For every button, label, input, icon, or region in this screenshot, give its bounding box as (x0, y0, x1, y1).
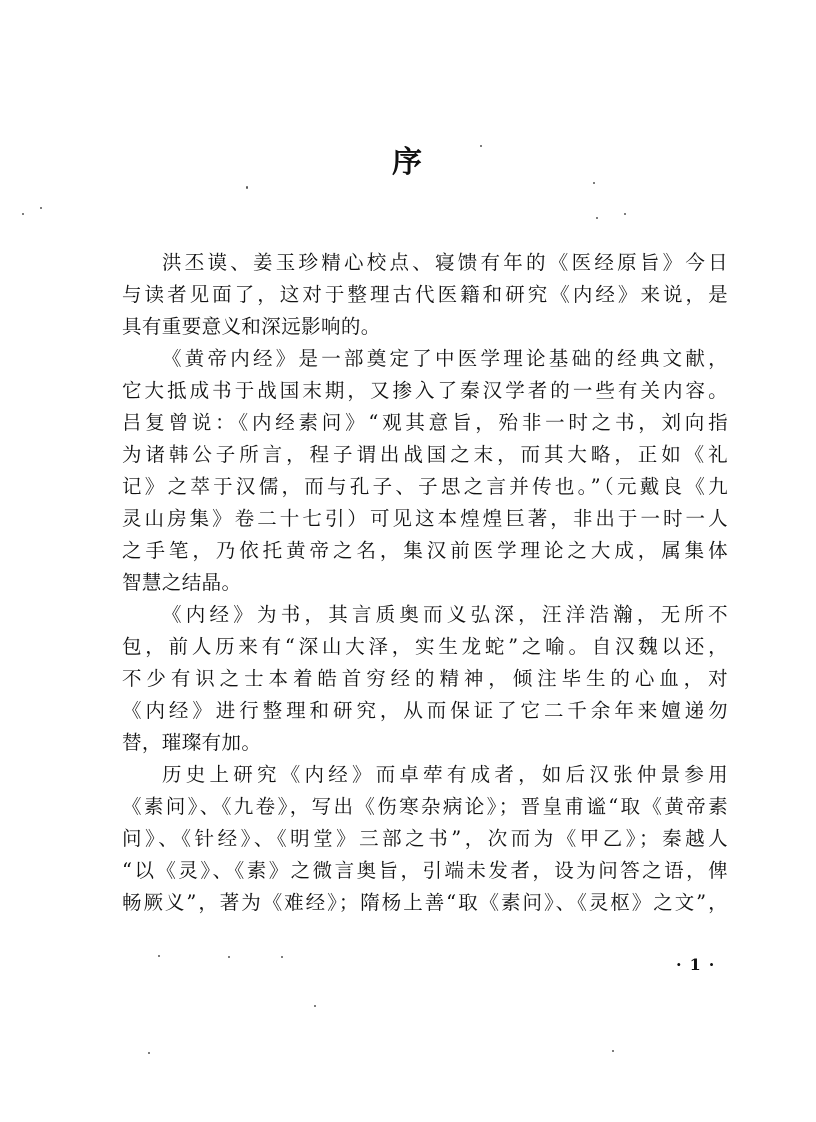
text-line: 记》之萃于汉儒，而与孔子、子思之言并传也。”（元戴良《九 (122, 475, 728, 498)
text-line: 为诸韩公子所言，程子谓出战国之末，而其大略，正如《礼 (122, 443, 728, 466)
preface-body (122, 247, 728, 919)
text-line: 《内经》为书，其言质奥而义弘深，汪洋浩瀚，无所不 (162, 603, 728, 626)
text-line: 历史上研究《内经》而卓荦有成者，如后汉张仲景参用 (162, 763, 728, 786)
scan-speck (314, 1005, 316, 1007)
text-line: 问》、《针经》、《明堂》三部之书”，次而为《甲乙》；秦越人 (122, 827, 728, 850)
text-line: 吕复曾说：《内经素问》“观其意旨，殆非一时之书，刘向指 (122, 411, 728, 434)
text-line: “以《灵》、《素》之微言奥旨，引端未发者，设为问答之语，俾 (122, 859, 728, 882)
scan-speck (22, 213, 24, 215)
scan-speck (228, 956, 230, 958)
scan-speck (480, 145, 482, 147)
page-title: 序 (392, 145, 424, 180)
text-line: 《素问》、《九卷》，写出《伤寒杂病论》；晋皇甫谧“取《黄帝素 (122, 795, 728, 818)
text-line: 灵山房集》卷二十七引）可见这本煌煌巨著，非出于一时一人 (122, 507, 728, 530)
scan-speck (624, 213, 626, 215)
text-line: 洪丕谟、姜玉珍精心校点、寝馈有年的《医经原旨》今日 (162, 251, 728, 274)
text-line: 替，璀璨有加。 (122, 731, 262, 754)
scan-speck (281, 956, 283, 958)
text-line: 智慧之结晶。 (122, 571, 242, 594)
scan-speck (596, 217, 598, 219)
text-line: 《内经》进行整理和研究，从而保证了它二千余年来嬗递勿 (122, 699, 728, 722)
scan-speck (612, 1050, 614, 1052)
scan-speck (593, 182, 595, 184)
text-line: 它大抵成书于战国末期，又掺入了秦汉学者的一些有关内容。 (122, 379, 728, 402)
text-line: 畅厥义”，著为《难经》；隋杨上善“取《素问》、《灵枢》之文”， (122, 891, 728, 914)
scan-speck (40, 207, 42, 209)
scan-speck (148, 1052, 150, 1054)
text-line: 与读者见面了，这对于整理古代医籍和研究《内经》来说，是 (122, 283, 728, 306)
page-number: ·1· (676, 955, 723, 974)
text-line: 具有重要意义和深远影响的。 (122, 315, 381, 338)
scan-speck (158, 955, 160, 957)
text-line: 之手笔，乃依托黄帝之名，集汉前医学理论之大成，属集体 (122, 539, 728, 562)
text-line: 《黄帝内经》是一部奠定了中医学理论基础的经典文献， (162, 347, 728, 370)
text-line: 不少有识之士本着皓首穷经的精神，倾注毕生的心血，对 (122, 667, 728, 690)
text-line: 包，前人历来有“深山大泽，实生龙蛇”之喻。自汉魏以还， (122, 635, 728, 658)
scan-speck (246, 186, 248, 189)
